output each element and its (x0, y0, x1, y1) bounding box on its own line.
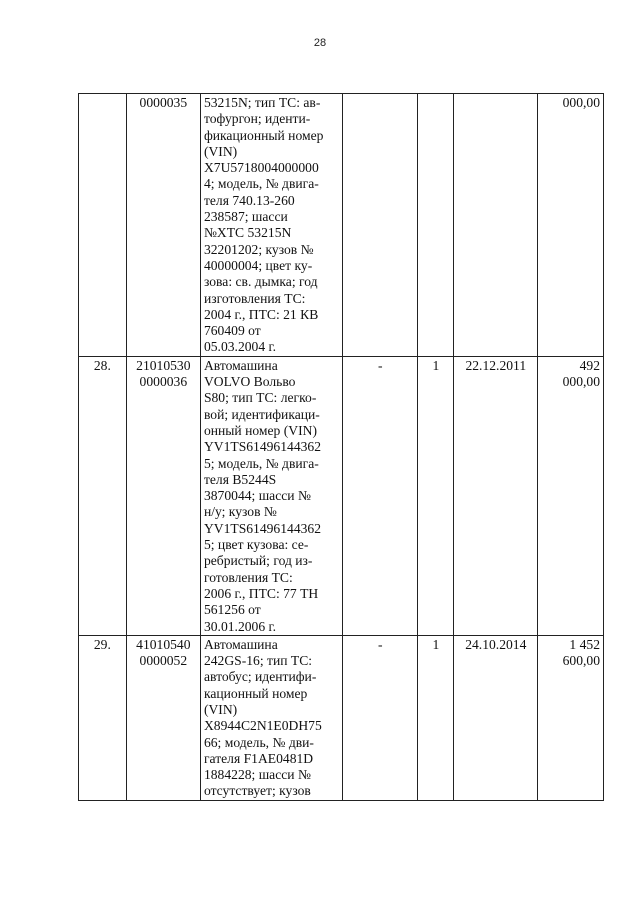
description-line: №XTC 53215N (203, 225, 292, 241)
description-line: 2004 г., ПТС: 21 КВ (203, 306, 319, 322)
description-line: готовления ТС: (203, 569, 293, 585)
vehicle-registry-table (78, 93, 604, 801)
description-line: зова: св. дымка; год (203, 274, 318, 290)
quantity-cell: 1 (418, 356, 454, 635)
description-line: 40000004; цвет ку- (203, 257, 313, 273)
description-line: ребристый; год из- (203, 553, 313, 569)
inventory-code-line: 21010530 (136, 357, 191, 373)
description-cell (200, 635, 342, 800)
description-line: X8944C2N1E0DH75 (203, 718, 322, 734)
description-line: 4; модель, № двига- (203, 176, 319, 192)
table-row (79, 635, 604, 800)
inventory-code-line: 0000035 (139, 95, 188, 110)
description-line: 05.03.2004 г. (203, 339, 276, 355)
row-number-cell: 29. (79, 635, 127, 800)
row-number-cell (79, 94, 127, 357)
description-line: S80; тип ТС: легко- (203, 390, 317, 406)
quantity-cell: 1 (418, 635, 454, 800)
description-line: автобус; идентифи- (203, 669, 317, 685)
description-line: 53215N; тип ТС: ав- (203, 95, 321, 110)
description-line: 32201202; кузов № (203, 241, 314, 257)
description-cell (200, 356, 342, 635)
description-line: (VIN) (203, 701, 238, 717)
description-line: 5; модель, № двига- (203, 455, 319, 471)
price-line: 600,00 (562, 653, 600, 669)
description-line: 5; цвет кузова: се- (203, 537, 309, 553)
description-line: VOLVO Вольво (203, 374, 296, 390)
description-line: 561256 от (203, 602, 261, 618)
description-line: X7U5718004000000 (203, 160, 319, 176)
description-line: 66; модель, № дви- (203, 734, 314, 750)
description-line: теля B5244S (203, 471, 277, 487)
table-row (79, 94, 604, 357)
description-line: тофургон; иденти- (203, 111, 311, 127)
date-cell: 24.10.2014 (454, 635, 538, 800)
price-line: 1 452 (569, 636, 600, 652)
description-line: теля 740.13-260 (203, 192, 295, 208)
inventory-code-cell (126, 635, 200, 800)
quantity-cell (418, 94, 454, 357)
description-line: изготовления ТС: (203, 290, 306, 306)
page-number: 28 (313, 37, 327, 49)
description-line: 30.01.2006 г. (203, 618, 276, 634)
description-line: 242GS-16; тип ТС: (203, 653, 313, 669)
description-line: кационный номер (203, 685, 308, 701)
description-line: Автомашина (203, 636, 278, 652)
description-line: онный номер (VIN) (203, 422, 317, 438)
date-cell (454, 94, 538, 357)
date-cell: 22.12.2011 (454, 356, 538, 635)
price-line: 000,00 (562, 95, 600, 110)
description-line: Автомашина (203, 357, 278, 373)
description-line: гателя F1AE0481D (203, 750, 314, 766)
price-cell (538, 94, 604, 357)
description-cell (200, 94, 342, 357)
description-line: 2006 г., ПТС: 77 ТН (203, 585, 319, 601)
description-line: вой; идентификаци- (203, 406, 320, 422)
row-number-cell: 28. (79, 356, 127, 635)
description-line: 3870044; шасси № (203, 488, 311, 504)
description-line: (VIN) (203, 143, 238, 159)
description-line: н/у; кузов № (203, 504, 277, 520)
inventory-code-cell (126, 94, 200, 357)
description-line: 760409 от (203, 323, 261, 339)
description-line: YV1TS61496144362 (203, 520, 322, 536)
description-line: фикационный номер (203, 127, 324, 143)
price-line: 000,00 (562, 374, 600, 390)
description-line: 1884228; шасси № (203, 767, 311, 783)
table-row (79, 356, 604, 635)
inventory-code-line: 0000052 (139, 653, 188, 669)
price-cell (538, 356, 604, 635)
price-cell (538, 635, 604, 800)
inventory-code-line: 0000036 (139, 374, 188, 390)
column-a-cell: - (343, 635, 418, 800)
price-line: 492 (579, 357, 600, 373)
description-line: YV1TS61496144362 (203, 439, 322, 455)
description-line: отсутствует; кузов (203, 783, 311, 799)
column-a-cell (343, 94, 418, 357)
inventory-code-cell (126, 356, 200, 635)
inventory-code-line: 41010540 (136, 636, 191, 652)
column-a-cell: - (343, 356, 418, 635)
description-line: 238587; шасси (203, 209, 288, 225)
